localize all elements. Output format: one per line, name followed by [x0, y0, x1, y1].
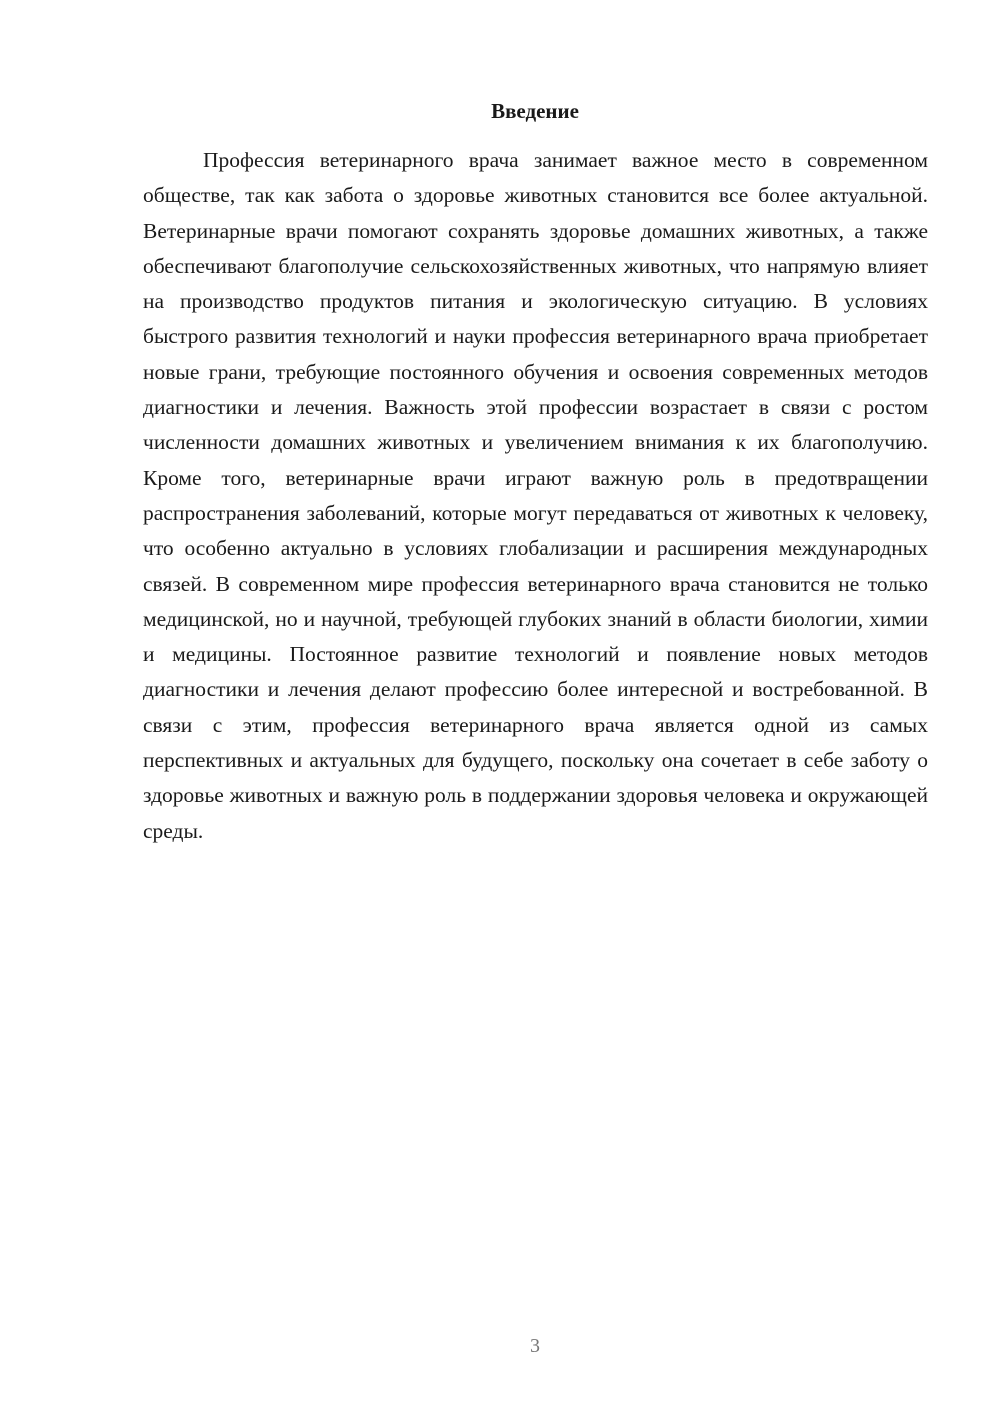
section-heading: Введение: [491, 99, 579, 123]
page-number: 3: [530, 1335, 540, 1357]
body-paragraph: Профессия ветеринарного врача занимает важное место в современном обществе, так как забота о здоровье животных становится все более актуальной. Ветеринарные врачи помогают сохранять здоровье домашних животных, а также обеспечивают благополучие сельскохозяйственных животных, что напрямую влияет на производство продуктов питания и экологическую ситуацию. В условиях быстрого развития технологий и науки профессия ветеринарного врача приобретает новые грани, требующие постоянного обучения и освоения современных методов диагностики и лечения. Важность этой профессии возрастает в связи с ростом численности домашних животных и увеличением внимания к их благополучию. Кроме того, ветеринарные врачи играют важную роль в предотвращении распространения заболеваний, которые могут передаваться от животных к человеку, что особенно актуально в условиях глобализации и расширения международных связей. В современном мире профессия ветеринарного врача становится не только медицинской, но и научной, требующей глубоких знаний в области биологии, химии и медицины. Постоянное развитие технологий и появление новых методов диагностики и лечения делают профессию более интересной и востребованной. В связи с этим, профессия ветеринарного врача является одной из самых перспективных и актуальных для будущего, поскольку она сочетает в себе заботу о здоровье животных и важную роль в поддержании здоровья человека и окружающей среды.: [143, 148, 928, 843]
